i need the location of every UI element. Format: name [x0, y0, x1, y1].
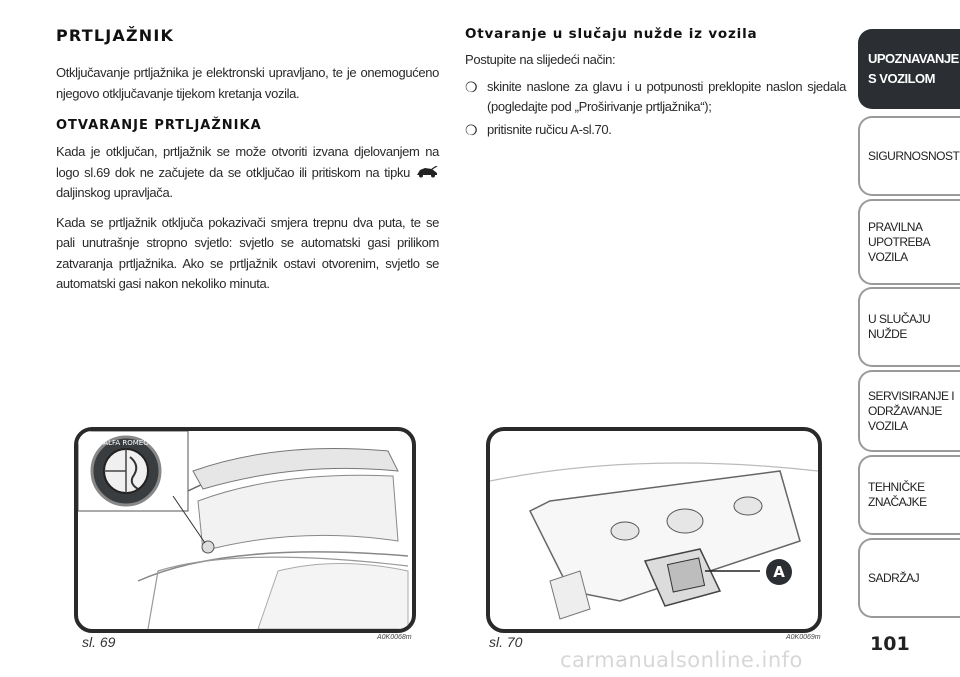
emergency-title: Otvaranje u slučaju nužde iz vozila	[465, 26, 758, 42]
left-column	[56, 26, 439, 295]
logo-text: ALFA ROMEO	[103, 439, 149, 447]
car-rear-illustration	[78, 431, 412, 629]
bullet-list	[465, 77, 846, 141]
figure-70-code: A0K0069m	[786, 634, 821, 641]
section-title: PRTLJAŽNIK	[56, 26, 175, 45]
figure-69	[74, 427, 416, 633]
intro-paragraph: Otključavanje prtljažnika je elektronski upravljano, te je onemogućeno njegovo otključavanje tijekom kretanja vozila.	[56, 65, 439, 101]
figure-69-caption: sl. 69	[82, 634, 116, 650]
bullet-mark-icon: ❍	[465, 121, 478, 138]
trunk-latch-illustration	[490, 431, 818, 629]
chapter-tab[interactable]: PRAVILNA UPOTREBA VOZILA	[858, 199, 960, 285]
chapter-tab[interactable]: TEHNIČKE ZNAČAJKE	[858, 455, 960, 535]
emergency-intro: Postupite na slijedeći način:	[465, 52, 616, 67]
car-trunk-icon	[415, 166, 439, 178]
light-paragraph: Kada se prtljažnik otključa pokazivači smjera trepnu dva puta, te se pali unutrašnje stropno svjetlo: svjetlo se automatski gasi prilikom zatvaranja prtljažnika. Ako se prtljažnik ostavi otvorenim, svjetlo se automatski gasi nakon nekoliko minuta.	[56, 214, 439, 291]
chapter-tab[interactable]: U SLUČAJU NUŽDE	[858, 287, 960, 367]
chapter-tab[interactable]: SADRŽAJ	[858, 538, 960, 618]
figure-69-code: A0K0068m	[377, 634, 412, 641]
chapter-tab[interactable]: UPOZNAVANJE S VOZILOM	[858, 29, 960, 109]
marker-a: A	[766, 559, 792, 585]
page-number: 101	[870, 633, 910, 655]
right-column	[465, 26, 846, 140]
subsection-title: OTVARANJE PRTLJAŽNIKA	[56, 118, 262, 133]
opening-paragraph: Kada je otključan, prtljažnik se može otvoriti izvana djelovanjem na logo sl.69 dok ne začujete da se otključao ili pritiskom na tipku daljinskog upravljača.	[56, 144, 439, 200]
bullet-mark-icon: ❍	[465, 78, 478, 95]
bullet-item: ❍ skinite naslone za glavu i u potpunosti preklopite naslon sjedala (pogledajte pod „Proširivanje prtljažnika“);	[465, 78, 846, 114]
figure-70-caption: sl. 70	[489, 634, 523, 650]
chapter-tab[interactable]: SIGURNOSNOST	[858, 116, 960, 196]
watermark: carmanualsonline.info	[560, 648, 803, 672]
bullet-item: ❍ pritisnite ručicu A-sl.70.	[465, 120, 846, 141]
chapter-tab[interactable]: SERVISIRANJE I ODRŽAVANJE VOZILA	[858, 370, 960, 452]
figure-70	[486, 427, 822, 633]
